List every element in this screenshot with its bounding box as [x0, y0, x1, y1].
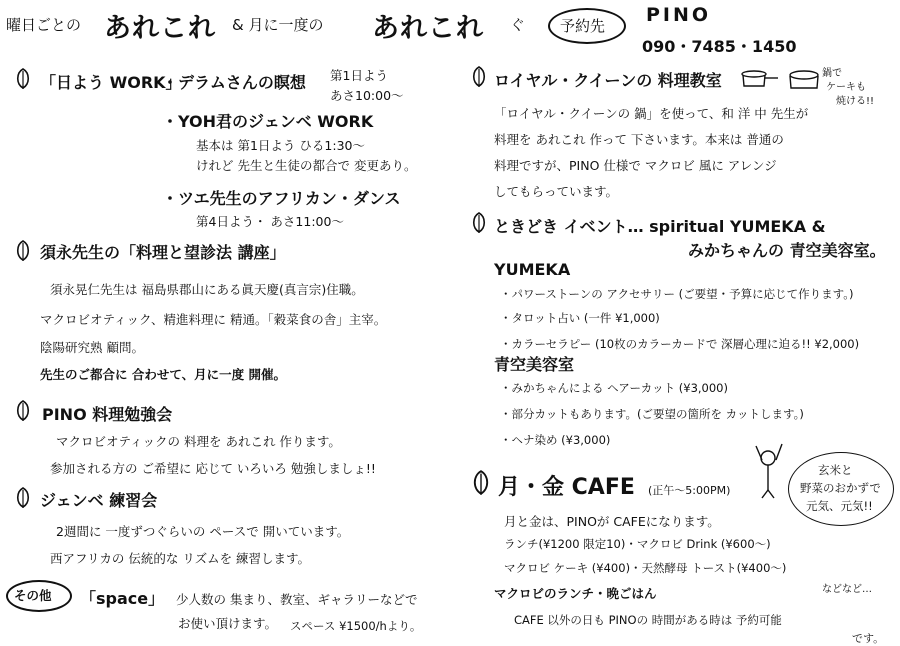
pot-note: 鍋で [822, 68, 842, 79]
pot-note: 焼ける!! [836, 96, 875, 107]
header-text-2: & 月に一度の [232, 16, 324, 34]
event-item: ・タロット占い (一件 ¥1,000) [500, 311, 660, 325]
leaf-icon [470, 212, 488, 234]
header-text-3: ぐ [510, 16, 526, 34]
yumeka-heading: YUMEKA [494, 260, 571, 279]
leaf-icon [14, 487, 32, 509]
event-item: ・パワーストーンの アクセサリー (ご要望・予算に応じて作ります。) [500, 287, 854, 301]
lunch-line-end: です。 [852, 632, 885, 645]
header-title-2: あれこれ [372, 13, 484, 44]
header-title-1: あれこれ [104, 13, 216, 44]
study-line: マクロビオティックの 料理を あれこれ 作ります。 [56, 434, 341, 449]
brand-name: PINO [646, 4, 712, 26]
leaf-icon [470, 470, 492, 496]
leaf-icon [14, 68, 32, 90]
other-badge-label: その他 [14, 588, 52, 603]
section-title-cafe: 月・金 CAFE [498, 475, 635, 500]
pot-icon [740, 66, 824, 96]
djembe-schedule: 基本は 第1日よう ひる1:30〜 [196, 138, 365, 153]
section-title-djembe-practice: ジェンベ 練習会 [40, 491, 158, 510]
header-text-1: 曜日ごとの [6, 16, 82, 34]
space-fee: スペース ¥1500/hより。 [290, 619, 422, 633]
royal-line: してもらっています。 [494, 184, 619, 199]
speech-text: 野菜のおかずで [800, 481, 881, 495]
djembe-schedule-note: けれど 先生と生徒の都合で 変更あり。 [196, 158, 417, 173]
lunch-title: マクロビのランチ・晩ごはん [494, 586, 657, 601]
sunday-item-djembe: ・YOH君のジェンベ WORK [162, 112, 374, 131]
dance-schedule: 第4日よう・ あさ11:00〜 [196, 214, 344, 229]
leaf-icon [470, 66, 488, 88]
salon-heading: 青空美容室 [494, 355, 575, 374]
reserve-label: 予約先 [560, 17, 606, 35]
sunday-item-meditation: ・デラムさんの瞑想 [162, 73, 306, 92]
cooking-lecture-line: マクロビオティック、精進料理に 精通。「穀菜食の舎」主宰。 [40, 312, 387, 327]
section-title-events: ときどき イベント… spiritual YUMEKA & [494, 217, 826, 236]
space-line: 少人数の 集まり、教室、ギャラリーなどで [176, 592, 418, 607]
section-title-cooking-lecture: 須永先生の「料理と望診法 講座」 [40, 243, 286, 262]
djembe-practice-line: 2週間に 一度ずつぐらいの ペースで 開いています。 [56, 524, 350, 539]
leaf-icon [14, 240, 32, 262]
meditation-schedule-time: あさ10:00〜 [330, 88, 404, 103]
cafe-line: マクロビ ケーキ (¥400)・天然酵母 トースト(¥400〜) [504, 561, 787, 575]
events-title-salon: みかちゃんの 青空美容室。 [688, 241, 886, 260]
phone-number: 090・7485・1450 [642, 37, 797, 56]
cafe-line: 月と金は、PINOが CAFEになります。 [504, 514, 720, 529]
cooking-lecture-line: 先生のご都合に 合わせて、月に一度 開催。 [40, 367, 286, 382]
section-title-study: PINO 料理勉強会 [42, 405, 173, 424]
event-item: ・部分カットもあります。(ご要望の箇所を カットします。) [500, 407, 804, 421]
royal-line: 料理ですが、PINO 仕様で マクロビ 風に アレンジ [494, 158, 777, 173]
event-item: ・カラーセラピー (10枚のカラーカードで 深層心理に迫る!! ¥2,000) [500, 337, 860, 351]
section-title-royal-queen: ロイヤル・クイーンの 料理教室 [494, 71, 722, 90]
royal-line: 料理を あれこれ 作って 下さいます。本来は 普通の [494, 132, 784, 147]
space-line: お使い頂けます。 [178, 616, 278, 631]
meditation-schedule-day: 第1日よう [330, 68, 388, 83]
person-icon [746, 440, 786, 500]
royal-line: 「ロイヤル・クイーンの 鍋」を使って、和 洋 中 先生が [494, 106, 809, 121]
cafe-etc: などなど… [822, 584, 872, 595]
cafe-hours: (正午〜5:00PM) [648, 484, 731, 497]
pot-note: ケーキも [826, 82, 866, 93]
speech-text: 玄米と [818, 463, 853, 477]
event-item: ・ヘナ染め (¥3,000) [500, 433, 611, 447]
leaf-icon [14, 400, 32, 422]
study-line: 参加される方の ご希望に 応じて いろいろ 勉強しましょ!! [50, 461, 376, 476]
cafe-line: ランチ(¥1200 限定10)・マクロビ Drink (¥600〜) [504, 537, 771, 551]
djembe-practice-line: 西アフリカの 伝統的な リズムを 練習します。 [50, 551, 311, 566]
speech-text: 元気、元気!! [806, 499, 873, 513]
space-title: 「space」 [80, 589, 165, 608]
lunch-line: CAFE 以外の日も PINOの 時間がある時は 予約可能 [514, 613, 782, 627]
cooking-lecture-line: 陰陽研究熟 顧問。 [40, 340, 144, 355]
sunday-item-dance: ・ツエ先生のアフリカン・ダンス [162, 189, 401, 208]
event-item: ・みかちゃんによる ヘアーカット (¥3,000) [500, 381, 728, 395]
section-title-sunday: 「日よう WORK」 [40, 73, 182, 92]
cooking-lecture-line: 須永晃仁先生は 福島県郡山にある眞天慶(真言宗)住職。 [50, 282, 364, 297]
